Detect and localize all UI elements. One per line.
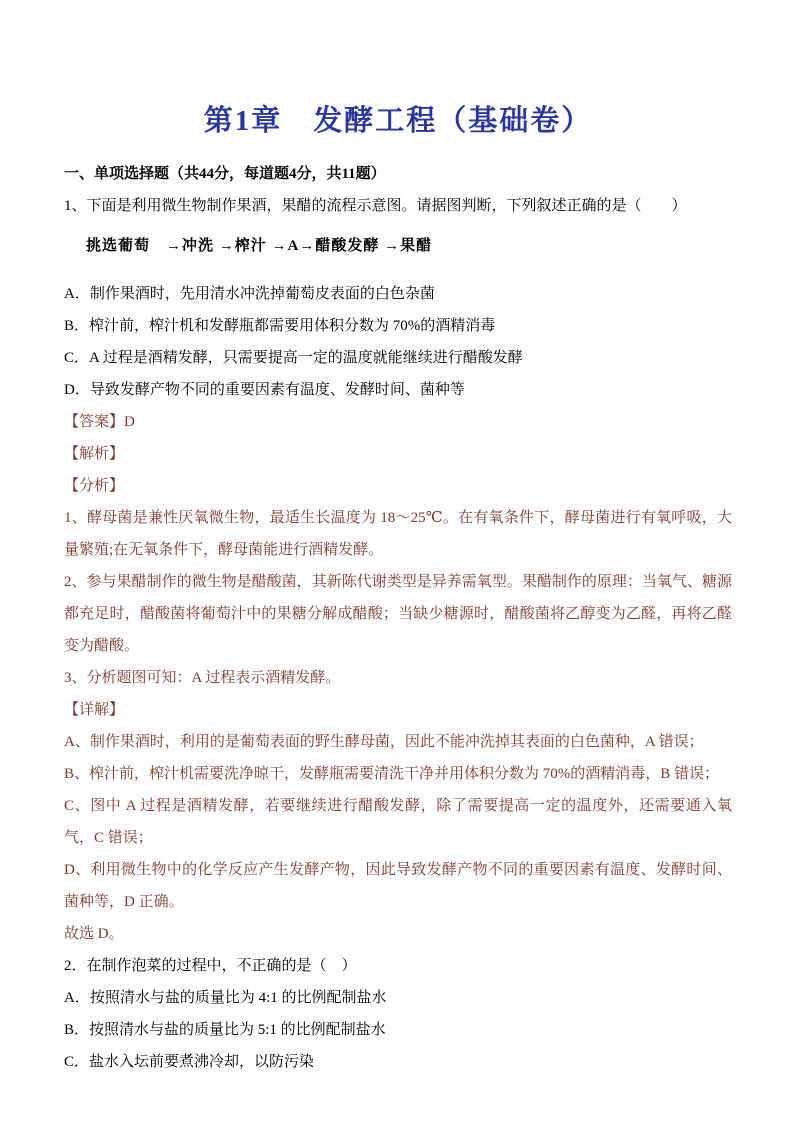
option-a: A．制作果酒时，先用清水冲洗掉葡萄皮表面的白色杂菌	[64, 286, 435, 302]
detail-c: C、图中 A 过程是酒精发酵，若要继续进行醋酸发酵，除了需要提高一定的温度外，还需要通入氧气，C 错误；	[64, 798, 732, 846]
detail-a: A、制作果酒时，利用的是葡萄表面的野生酵母菌，因此不能冲洗掉其表面的白色菌种，A 错误；	[64, 734, 704, 750]
analysis-paragraph-2: 2、参与果醋制作的微生物是醋酸菌，其新陈代谢类型是异养需氧型。果醋制作的原理：当氧气、糖源都充足时，醋酸菌将葡萄汁中的果糖分解成醋酸；当缺少糖源时，醋酸菌将乙醇变为乙醛，再将乙醛变为醋酸。	[64, 574, 732, 654]
fenxi-label: 【分析】	[64, 478, 125, 494]
option-b: B．按照清水与盐的质量比为 5:1 的比例配制盐水	[64, 1022, 386, 1038]
jiexi-label: 【解析】	[64, 446, 125, 462]
question-1	[64, 190, 732, 950]
option-c: C．盐水入坛前要煮沸冷却，以防污染	[64, 1054, 315, 1070]
xiangjie-label: 【详解】	[64, 702, 125, 718]
section-heading: 一、单项选择题（共44分，每道题4分，共11题）	[64, 166, 386, 182]
conclusion: 故选 D。	[64, 926, 124, 942]
question-stem: 2．在制作泡菜的过程中，不正确的是（ ）	[64, 958, 357, 974]
question-stem: 1、下面是利用微生物制作果酒，果醋的流程示意图。请据图判断，下列叙述正确的是（ ）	[64, 198, 687, 214]
answer-line	[64, 406, 732, 438]
analysis-paragraph-1: 1、酵母菌是兼性厌氧微生物，最适生长温度为 18～25℃。在有氧条件下，酵母菌进行有氧呼吸，大量繁殖;在无氧条件下，酵母菌能进行酒精发酵。	[64, 510, 732, 558]
answer-label: 【答案】	[64, 414, 125, 430]
detail-b: B、榨汁前，榨汁机需要洗净晾干，发酵瓶需要清洗干净并用体积分数为 70%的酒精消毒，B 错误；	[64, 766, 720, 782]
option-a: A．按照清水与盐的质量比为 4:1 的比例配制盐水	[64, 990, 387, 1006]
detail-d: D、利用微生物中的化学反应产生发酵产物，因此导致发酵产物不同的重要因素有温度、发酵时间、菌种等，D 正确。	[64, 862, 732, 910]
option-b: B．榨汁前，榨汁机和发酵瓶都需要用体积分数为 70%的酒精消毒	[64, 318, 496, 334]
option-d: D．导致发酵产物不同的重要因素有温度、发酵时间、菌种等	[64, 382, 465, 398]
page-title: 第1章 发酵工程（基础卷）	[203, 105, 593, 137]
option-c: C．A 过程是酒精发酵，只需要提高一定的温度就能继续进行醋酸发酵	[64, 350, 523, 366]
analysis-paragraph-3: 3、分析题图可知：A 过程表示酒精发酵。	[64, 670, 341, 686]
question-2	[64, 950, 732, 1078]
process-flow-diagram: 挑选葡萄 →冲洗 →榨汁 →A→醋酸发酵 →果醋	[86, 238, 433, 254]
answer-value: D	[124, 414, 135, 430]
